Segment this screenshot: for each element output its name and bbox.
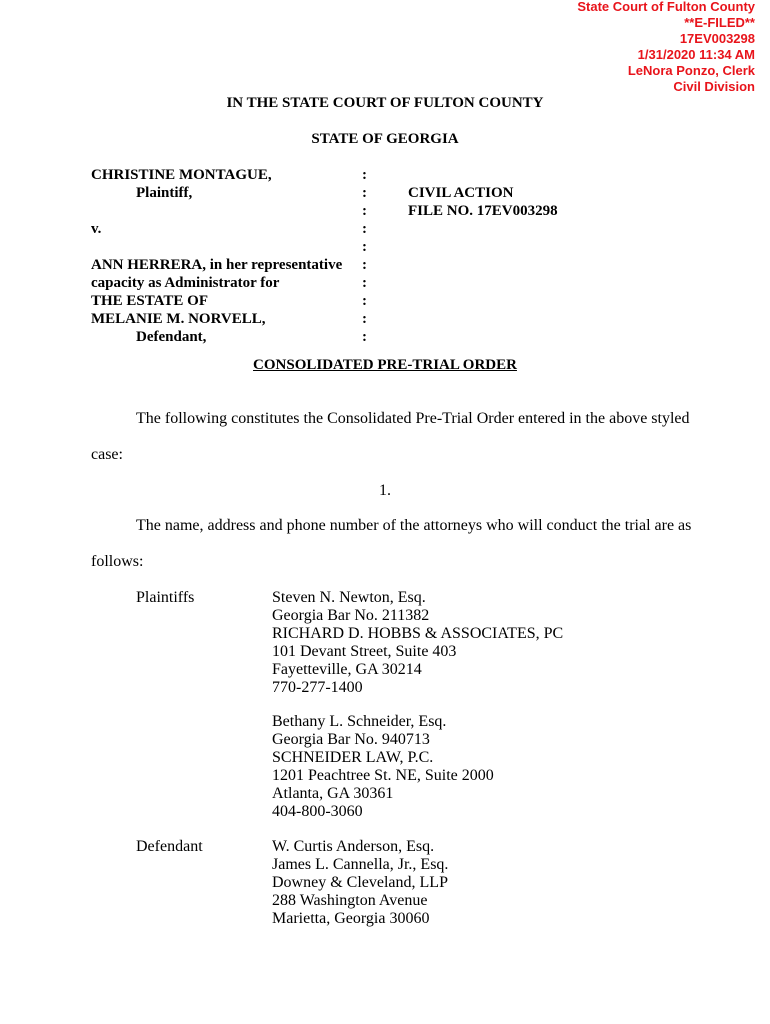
defendant-line-4: MELANIE M. NORVELL, bbox=[91, 311, 266, 327]
attorney-line: Georgia Bar No. 940713 bbox=[272, 731, 430, 748]
attorney-line: Marietta, Georgia 30060 bbox=[272, 910, 430, 927]
stamp-court: State Court of Fulton County bbox=[577, 0, 755, 14]
plaintiff-name: CHRISTINE MONTAGUE, bbox=[91, 167, 272, 183]
plaintiffs-label: Plaintiffs bbox=[136, 589, 195, 606]
efiling-stamp bbox=[577, 0, 755, 95]
attorney-line: James L. Cannella, Jr., Esq. bbox=[272, 856, 449, 873]
order-title bbox=[0, 356, 770, 374]
defendant-line-2: capacity as Administrator for bbox=[91, 275, 280, 291]
section-1-line-2: follows: bbox=[91, 553, 144, 570]
defendant-attorney bbox=[272, 838, 448, 928]
plaintiff-attorney-2 bbox=[272, 713, 494, 821]
attorney-line: Steven N. Newton, Esq. bbox=[272, 589, 426, 606]
plaintiff-role: Plaintiff, bbox=[136, 185, 193, 201]
versus: v. bbox=[91, 221, 102, 237]
caption-colon: : bbox=[362, 239, 367, 255]
caption-colon: : bbox=[362, 167, 367, 183]
defendant-role: Defendant, bbox=[136, 329, 207, 345]
attorney-line: Fayetteville, GA 30214 bbox=[272, 661, 422, 678]
civil-action-label: CIVIL ACTION bbox=[408, 185, 514, 201]
attorney-line: 404-800-3060 bbox=[272, 803, 363, 820]
caption-colon: : bbox=[362, 275, 367, 291]
stamp-efiled: **E-FILED** bbox=[684, 15, 755, 30]
stamp-case-number: 17EV003298 bbox=[679, 31, 755, 46]
section-1-line-1: The name, address and phone number of the attorneys who will conduct the trial are as bbox=[136, 517, 692, 534]
attorney-line: 1201 Peachtree St. NE, Suite 2000 bbox=[272, 767, 494, 784]
attorney-line: W. Curtis Anderson, Esq. bbox=[272, 838, 435, 855]
attorney-line: 288 Washington Avenue bbox=[272, 892, 428, 909]
intro-line-2: case: bbox=[91, 446, 123, 463]
stamp-datetime: 1/31/2020 11:34 AM bbox=[637, 47, 755, 62]
order-title-text: CONSOLIDATED PRE-TRIAL ORDER bbox=[253, 357, 517, 373]
caption-colon: : bbox=[362, 257, 367, 273]
state-title: STATE OF GEORGIA bbox=[311, 131, 459, 147]
attorney-line: Bethany L. Schneider, Esq. bbox=[272, 713, 447, 730]
plaintiff-attorney-1 bbox=[272, 589, 563, 697]
attorney-line: 770-277-1400 bbox=[272, 679, 363, 696]
caption-colon: : bbox=[362, 293, 367, 309]
section-number: 1. bbox=[379, 482, 391, 499]
attorney-line: Atlanta, GA 30361 bbox=[272, 785, 394, 802]
caption-colon: : bbox=[362, 221, 367, 237]
attorney-line: SCHNEIDER LAW, P.C. bbox=[272, 749, 434, 766]
stamp-clerk: LeNora Ponzo, Clerk bbox=[627, 63, 755, 78]
stamp-division: Civil Division bbox=[673, 79, 755, 94]
attorney-line: 101 Devant Street, Suite 403 bbox=[272, 643, 457, 660]
defendant-line-1: ANN HERRERA, in her representative bbox=[91, 257, 343, 273]
attorney-line: Georgia Bar No. 211382 bbox=[272, 607, 430, 624]
caption-colon: : bbox=[362, 329, 367, 345]
attorney-line: Downey & Cleveland, LLP bbox=[272, 874, 448, 891]
defendant-label: Defendant bbox=[136, 838, 203, 855]
caption-colon: : bbox=[362, 203, 367, 219]
attorney-line: RICHARD D. HOBBS & ASSOCIATES, PC bbox=[272, 625, 564, 642]
file-number: FILE NO. 17EV003298 bbox=[408, 203, 558, 219]
caption-colon: : bbox=[362, 311, 367, 327]
court-title: IN THE STATE COURT OF FULTON COUNTY bbox=[226, 95, 544, 111]
intro-line-1: The following constitutes the Consolidated Pre-Trial Order entered in the above styled bbox=[136, 410, 690, 427]
defendant-line-3: THE ESTATE OF bbox=[91, 293, 208, 309]
caption-colon: : bbox=[362, 185, 367, 201]
